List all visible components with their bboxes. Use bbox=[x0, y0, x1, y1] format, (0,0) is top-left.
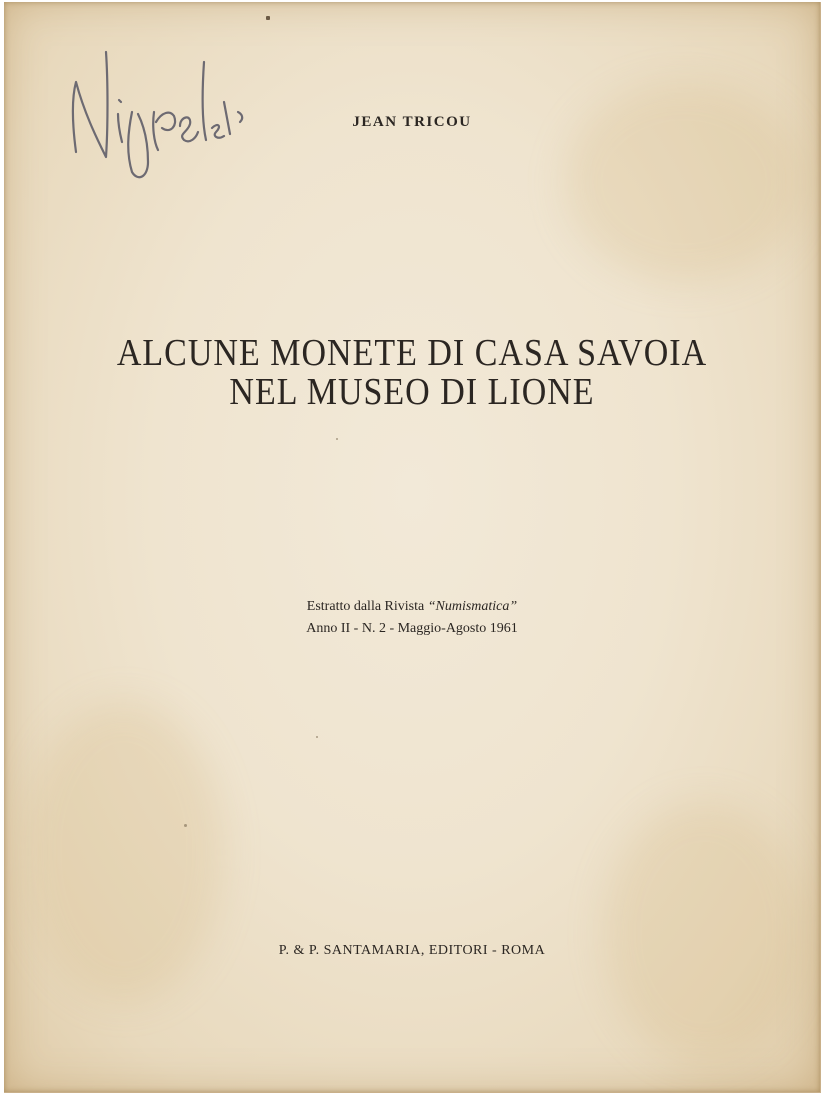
paper-speck bbox=[184, 824, 187, 827]
paper-speck bbox=[316, 736, 318, 738]
author-name: JEAN TRICOU bbox=[352, 114, 472, 130]
paper-stain bbox=[604, 802, 804, 1062]
extract-note bbox=[4, 599, 820, 615]
title-line-1: ALCUNE MONETE DI CASA SAVOIA bbox=[116, 332, 708, 375]
document-cover bbox=[4, 2, 821, 1093]
paper-speck bbox=[336, 438, 338, 440]
issue-line: Anno II - N. 2 - Maggio-Agosto 1961 bbox=[306, 621, 518, 636]
staple-mark bbox=[266, 16, 270, 20]
title-line-2: NEL MUSEO DI LIONE bbox=[229, 371, 595, 414]
publisher-line: P. & P. SANTAMARIA, EDITORI - ROMA bbox=[278, 943, 546, 958]
extract-prefix: Estratto dalla Rivista bbox=[306, 599, 428, 614]
journal-name: “Numismatica” bbox=[427, 599, 518, 614]
paper-stain bbox=[564, 82, 804, 282]
